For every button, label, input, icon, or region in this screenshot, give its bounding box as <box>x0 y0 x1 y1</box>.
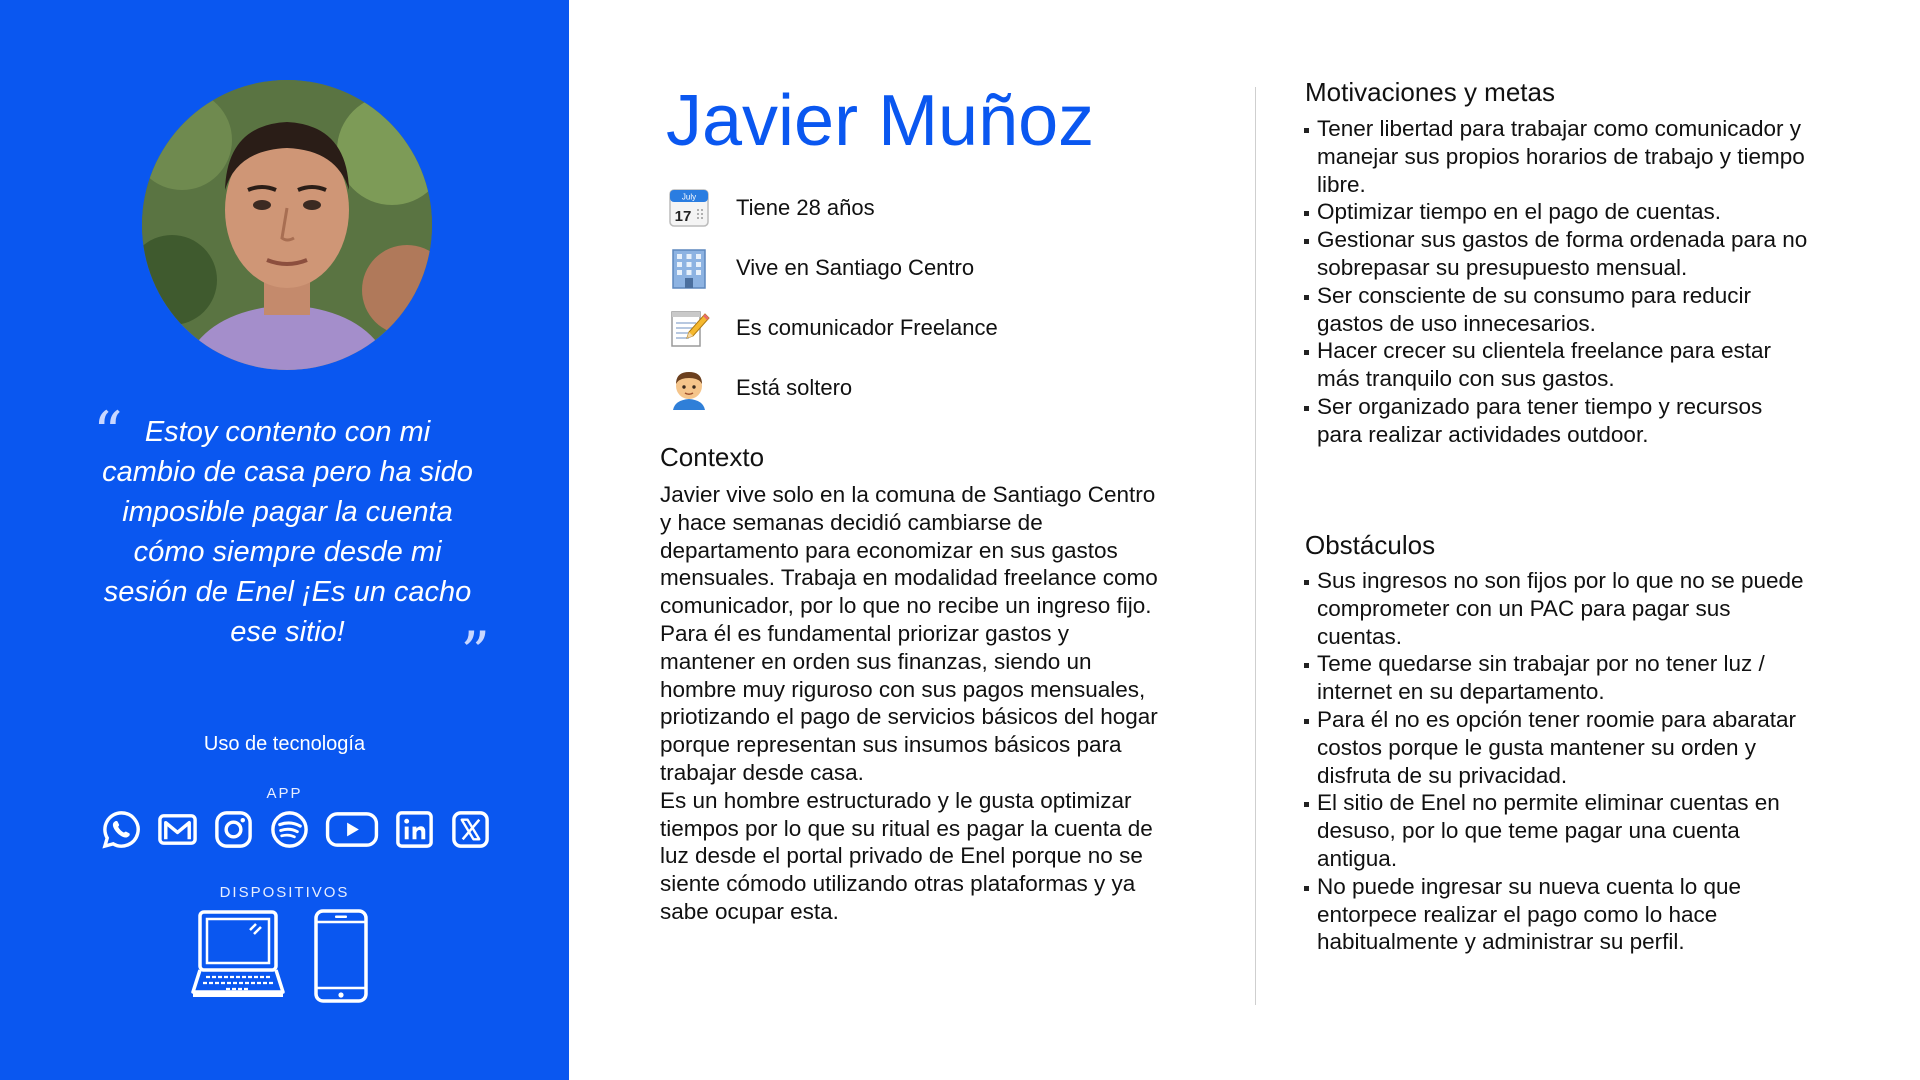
whatsapp-icon <box>100 808 143 851</box>
obstacles-title: Obstáculos <box>1305 530 1436 560</box>
app-icons-row <box>100 808 492 851</box>
spotify-icon <box>268 808 311 851</box>
obstacles-list <box>1303 567 1813 956</box>
man-icon <box>666 365 712 411</box>
laptop-icon <box>190 908 286 1000</box>
list-item: Para él no es opción tener roomie para abaratar costos porque le gusta mantener su orden y disfruta de su privacidad. <box>1303 706 1813 789</box>
svg-text:July: July <box>681 192 697 202</box>
linkedin-icon <box>393 808 436 851</box>
fact-location-text: Vive en Santiago Centro <box>736 255 975 280</box>
list-item: Tener libertad para trabajar como comunicador y manejar sus propios horarios de trabajo y tiempo libre. <box>1303 115 1813 198</box>
instagram-icon <box>212 808 255 851</box>
context-paragraph: Es un hombre estructurado y le gusta optimizar tiempos por lo que su ritual es pagar la cuenta de luz desde el portal privado de Enel porque no se siente cómodo utilizando otras plataformas y ya sabe ocupar esta. <box>660 787 1153 924</box>
gmail-icon <box>156 808 199 851</box>
list-item: Sus ingresos no son fijos por lo que no se puede comprometer con un PAC para pagar sus cuentas. <box>1303 567 1813 650</box>
motivations-list <box>1303 115 1813 449</box>
profile-photo-illustration <box>142 80 432 370</box>
fact-status <box>666 358 998 418</box>
context-title: Contexto <box>660 442 765 472</box>
list-item: Gestionar sus gastos de forma ordenada para no sobrepasar su presupuesto mensual. <box>1303 226 1813 282</box>
fact-location <box>666 238 998 298</box>
x-icon <box>449 808 492 851</box>
motivations-title: Motivaciones y metas <box>1305 77 1555 107</box>
tech-usage-title: Uso de tecnología <box>203 733 366 755</box>
fact-occupation <box>666 298 998 358</box>
smartphone-icon <box>313 908 369 1004</box>
list-item: Optimizar tiempo en el pago de cuentas. <box>1303 198 1813 226</box>
persona-name: Javier Muñoz <box>666 81 1095 161</box>
svg-text:17: 17 <box>674 208 692 225</box>
office-building-icon <box>666 245 712 291</box>
list-item: Teme quedarse sin trabajar por no tener luz / internet en su departamento. <box>1303 650 1813 706</box>
profile-photo <box>142 80 432 370</box>
list-item: Hacer crecer su clientela freelance para estar más tranquilo con sus gastos. <box>1303 337 1813 393</box>
list-item: El sitio de Enel no permite eliminar cuentas en desuso, por lo que teme pagar una cuenta antigua. <box>1303 789 1813 872</box>
fact-occupation-text: Es comunicador Freelance <box>736 315 998 340</box>
list-item: No puede ingresar su nueva cuenta lo que entorpece realizar el pago como lo hace habitualmente y administrar su perfil. <box>1303 873 1813 956</box>
close-quote-icon: ” <box>460 619 490 687</box>
devices-label: DISPOSITIVOS <box>219 884 350 901</box>
context-paragraph: Javier vive solo en la comuna de Santiago Centro y hace semanas decidió cambiarse de departamento para economizar en sus gastos mensuales. Trabaja en modalidad freelance como comunicador, por lo que no recibe un ingreso fijo. Para él es fundamental priorizar gastos y mantener en orden sus finanzas, siendo un hombre muy riguroso con sus pagos mensuales, priotizando el pago de servicios básicos del hogar porque representan sus insumos básicos para trabajar desde casa. <box>660 482 1158 785</box>
sidebar-panel <box>0 0 569 1080</box>
column-divider <box>1255 87 1256 1005</box>
quote-text: Estoy contento con mi cambio de casa pero ha sido imposible pagar la cuenta cómo siempre desde mi sesión de Enel ¡Es un cacho ese sitio! <box>102 416 473 648</box>
list-item: Ser consciente de su consumo para reducir gastos de uso innecesarios. <box>1303 282 1813 338</box>
app-label: APP <box>266 785 303 802</box>
fact-age-text: Tiene 28 años <box>736 195 875 220</box>
open-quote-icon: “ <box>93 399 123 467</box>
fact-age <box>666 178 998 238</box>
persona-facts <box>666 178 998 418</box>
context-body <box>660 481 1170 926</box>
memo-icon <box>666 305 712 351</box>
persona-quote <box>93 399 490 687</box>
fact-status-text: Está soltero <box>736 375 853 400</box>
list-item: Ser organizado para tener tiempo y recursos para realizar actividades outdoor. <box>1303 393 1813 449</box>
youtube-icon <box>324 808 380 851</box>
calendar-icon <box>666 185 712 231</box>
